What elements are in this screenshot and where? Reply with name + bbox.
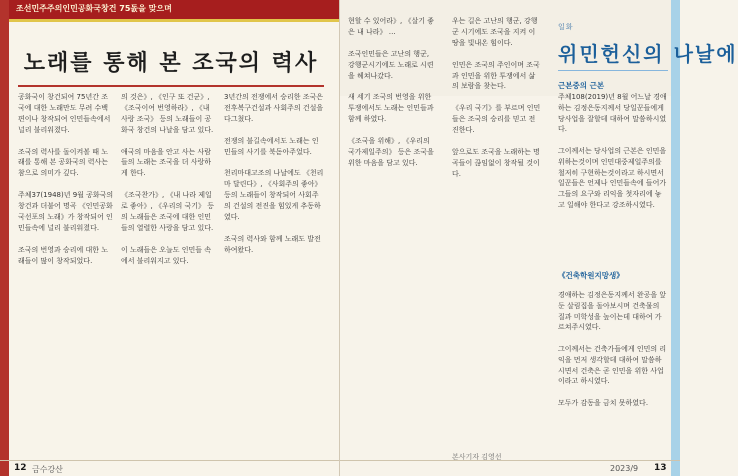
episode-title: 위민헌신의 나날에 (558, 42, 738, 66)
article-column-2: 의 것은》, 《인구 또 건군》, 《조국이여 번영하라》, 《내 사랑 조국》 등의 노래들이 공화국 창건의 나날을 담고 있다. 애국의 마음을 안고 사는 사람들의 노래는 조국을 더 사랑하게 한다. 《조국찬가》, 《내 나라 제일로 좋아》, 《우리의 국기》 등의 노래들은 조국에 대한 인민들의 열렬한 사랑을 담고 있다. 이 노래들은 오늘도 인민들 속에서 불리워지고 있다. (121, 93, 214, 265)
episode-subtitle: 근본중의 근본 (558, 81, 605, 90)
page-number-right: 13 (654, 463, 667, 473)
left-ribbon (0, 0, 9, 476)
episode-text-2: 경애하는 김정은동지께서 완공을 앞둔 살림집을 돌아보시며 건축물의 질과 미학성을 높이는데 대하여 가르쳐주시였다. 그이께서는 건축가들에게 인민의 리익을 먼저 생각할데 대하여 말씀하시면서 건축은 곧 인민을 위한 사업이라고 하시였다. 모두가 감동을 금치 못하였다. (558, 291, 667, 407)
right-page (340, 0, 738, 476)
page-number-left: 12 (14, 463, 27, 473)
footer-right (340, 460, 680, 476)
title-box (18, 44, 324, 78)
top-banner-strip (9, 19, 340, 22)
issue-date: 2023/9 (610, 464, 639, 473)
right-ribbon (671, 0, 680, 476)
page-gutter (339, 0, 340, 476)
article-column-3: 3년간의 전쟁에서 승리한 조국은 전후복구건설과 사회주의 건설을 다그쳤다. 전쟁의 불길속에서도 노래는 인민들의 사기를 북돋아주었다. 천리마대고조의 나날에도 《천리마 달린다》, 《사회주의 좋아》 등의 노래들이 창작되어 사회주의 건설의 전진을 힘있게 추동하였다. 조국의 력사와 함께 노래도 발전하여왔다. (224, 93, 324, 254)
episode-box-heading: 《건축학원지망생》 (558, 271, 624, 280)
article-column-4: 현할 수 있어라》, 《살기 좋은 내 나라》 … 조국인민들은 고난의 행군, 강행군시기에도 노래로 시련을 헤쳐나갔다. 새 세기 조국의 번영을 위한 투쟁에서도 노래는 인민들과 함께 하였다. 《조국을 위해》, 《우리의 국가제일주의》 등은 조국을 위한 마음을 담고 있다. (348, 17, 434, 167)
article-title: 노래를 통해 본 조국의 력사 (23, 49, 319, 76)
episode-title-underline (558, 70, 668, 71)
article-column-1: 공화국이 창건되여 75년간 조국에 대한 노래만도 무려 수백편이나 창작되여 인민들속에서 널리 불리워졌다. 조국의 력사를 돌이켜볼 때 노래를 통해 본 공화국의 력사는 참으로 의미가 깊다. 주체37(1948)년 9월 공화국의 창건과 더불어 명곡 《인민공화국선포의 노래》가 창작되어 인민들속에 널리 불리워졌다. 조국의 번영과 승리에 대한 노래들이 많이 창작되었다. (18, 93, 114, 265)
footer-left (0, 460, 340, 476)
publication-name: 금수강산 (32, 465, 63, 474)
top-banner-text: 조선민주주의인민공화국창건 75돐을 맞으며 (16, 4, 172, 13)
article-column-5: 우는 길은 고난의 행군, 강행군 시기에도 조국을 지켜 이 땅을 빛내온 힘이다. 인민은 조국의 주인이며 조국과 인민을 위한 투쟁에서 삶의 보람을 찾는다. 《우리 국기》를 부르며 인민들은 조국의 승리를 믿고 전진한다. 앞으로도 조국을 노래하는 명곡들이 끊임없이 창작될 것이다. (452, 17, 541, 178)
author-credit: 본사기자 김영선 (452, 453, 502, 461)
title-underline (18, 85, 324, 87)
left-page (0, 0, 340, 476)
episode-text: 주체108(2019)년 8월 어느날 경애하는 김정은동지께서 당일꾼들에게 당사업을 잘할데 대하여 말씀하시였다. 그이께서는 당사업의 근본은 인민을 위하는것이며 인민대중제일주의를 철저히 구현하는것이라고 하시면서 일꾼들은 언제나 인민들속에 들어가 그들의 요구와 리익을 첫자리에 놓고 일해야 한다고 강조하시였다. (558, 93, 667, 209)
section-label: 일화 (558, 23, 574, 31)
